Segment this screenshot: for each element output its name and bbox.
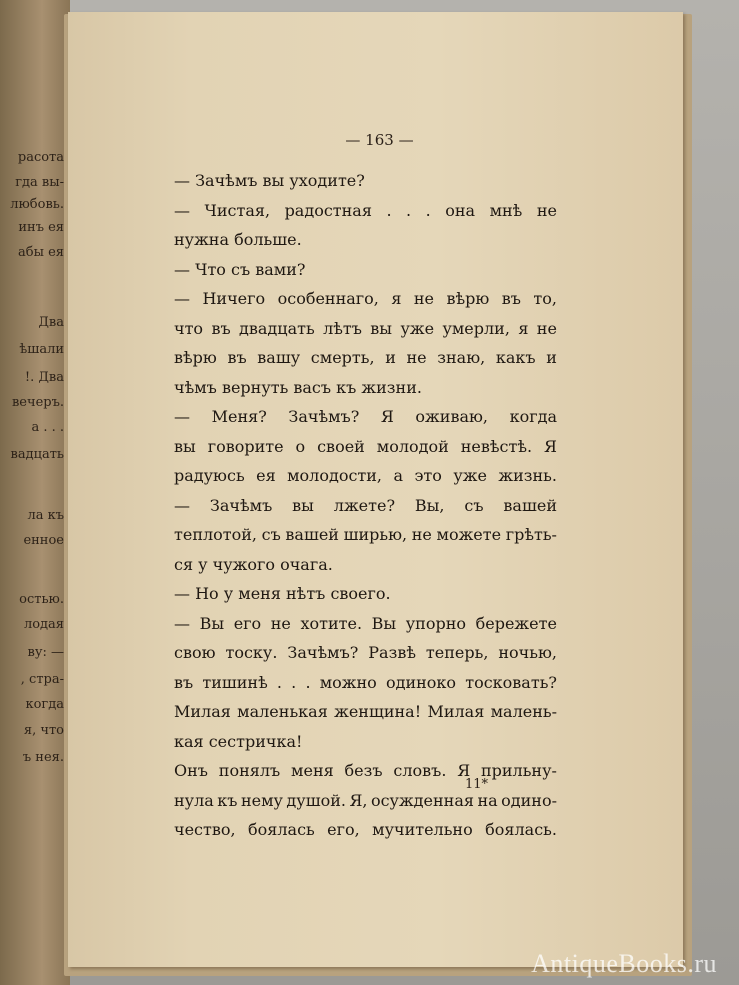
text-line: — Зачѣмъ вы уходите? xyxy=(174,171,365,190)
text-line: въ тишинѣ . . . можно одиноко тосковать? xyxy=(174,672,557,692)
left-page-text-fragment: гда вы- xyxy=(15,175,64,190)
left-page-text-fragment: остью. xyxy=(19,592,64,607)
text-line: — Зачѣмъ вы лжете? Вы, съ вашей xyxy=(174,495,557,515)
left-page-text-fragment: , стра- xyxy=(20,672,64,687)
text-line: — Вы его не хотите. Вы упорно бережете xyxy=(174,613,557,633)
text-line: теплотой, съ вашей ширью, не можете грѣть- xyxy=(174,525,557,544)
text-line: вы говорите о своей молодой невѣстѣ. Я xyxy=(174,436,557,456)
left-page-text-fragment: расота xyxy=(17,150,64,165)
left-page-text-fragment: ѣшали xyxy=(19,342,64,357)
left-page-text-fragment: лодая xyxy=(23,617,64,632)
text-line: — Что съ вами? xyxy=(174,259,306,279)
text-line: — Но у меня нѣтъ своего. xyxy=(174,584,391,603)
left-page-text-fragment: ъ нея. xyxy=(22,750,64,765)
text-line: чѣмъ вернуть васъ къ жизни. xyxy=(174,377,422,397)
left-page-text-fragment: вечеръ. xyxy=(11,395,64,410)
left-page-text-fragment: Два xyxy=(38,315,64,330)
signature-mark: 11* xyxy=(465,777,489,792)
page-text xyxy=(174,166,557,845)
text-line: — Ничего особеннаго, я не вѣрю въ то, xyxy=(174,289,557,308)
left-page-text-fragment: а . . . xyxy=(31,420,64,435)
left-page-text-fragment: инъ ея xyxy=(18,220,64,235)
text-line: вѣрю въ вашу смерть, и не знаю, какъ и xyxy=(174,348,557,367)
text-line: — Чистая, радостная . . . она мнѣ не xyxy=(174,200,557,220)
text-line: радуюсь ея молодости, а это уже жизнь. xyxy=(174,466,557,485)
left-page-text-fragment: ла къ xyxy=(27,508,64,523)
text-line: нужна больше. xyxy=(174,230,302,249)
text-line: Онъ понялъ меня безъ словъ. Я прильну- xyxy=(174,761,557,780)
text-line: Милая маленькая женщина! Милая малень- xyxy=(174,702,557,721)
left-page-text-fragment: ву: — xyxy=(27,645,64,660)
text-line: — Меня? Зачѣмъ? Я оживаю, когда xyxy=(174,407,557,426)
left-page-text-fragment: !. Два xyxy=(24,370,64,385)
page-number: — 163 — xyxy=(345,131,414,149)
text-line: кая сестричка! xyxy=(174,731,303,751)
watermark: AntiqueBooks.ru xyxy=(531,949,717,978)
left-page-text-fragment: любовь. xyxy=(10,197,64,212)
text-line: ся у чужого очага. xyxy=(174,554,333,574)
left-page-text-fragment: я, что xyxy=(23,723,64,738)
left-page-text-fragment: когда xyxy=(25,697,64,712)
left-page-text-fragment: абы ея xyxy=(18,245,64,260)
text-line: чество, боялась его, мучительно боялась. xyxy=(174,820,557,839)
text-line: что въ двадцать лѣтъ вы уже умерли, я не xyxy=(174,318,557,338)
left-page-text-fragment: вадцать xyxy=(10,447,64,462)
text-line: нула къ нему душой. Я, осужденная на одино- xyxy=(174,790,557,810)
text-line: свою тоску. Зачѣмъ? Развѣ теперь, ночью, xyxy=(174,643,557,662)
left-page-text-fragment: енное xyxy=(23,533,64,548)
